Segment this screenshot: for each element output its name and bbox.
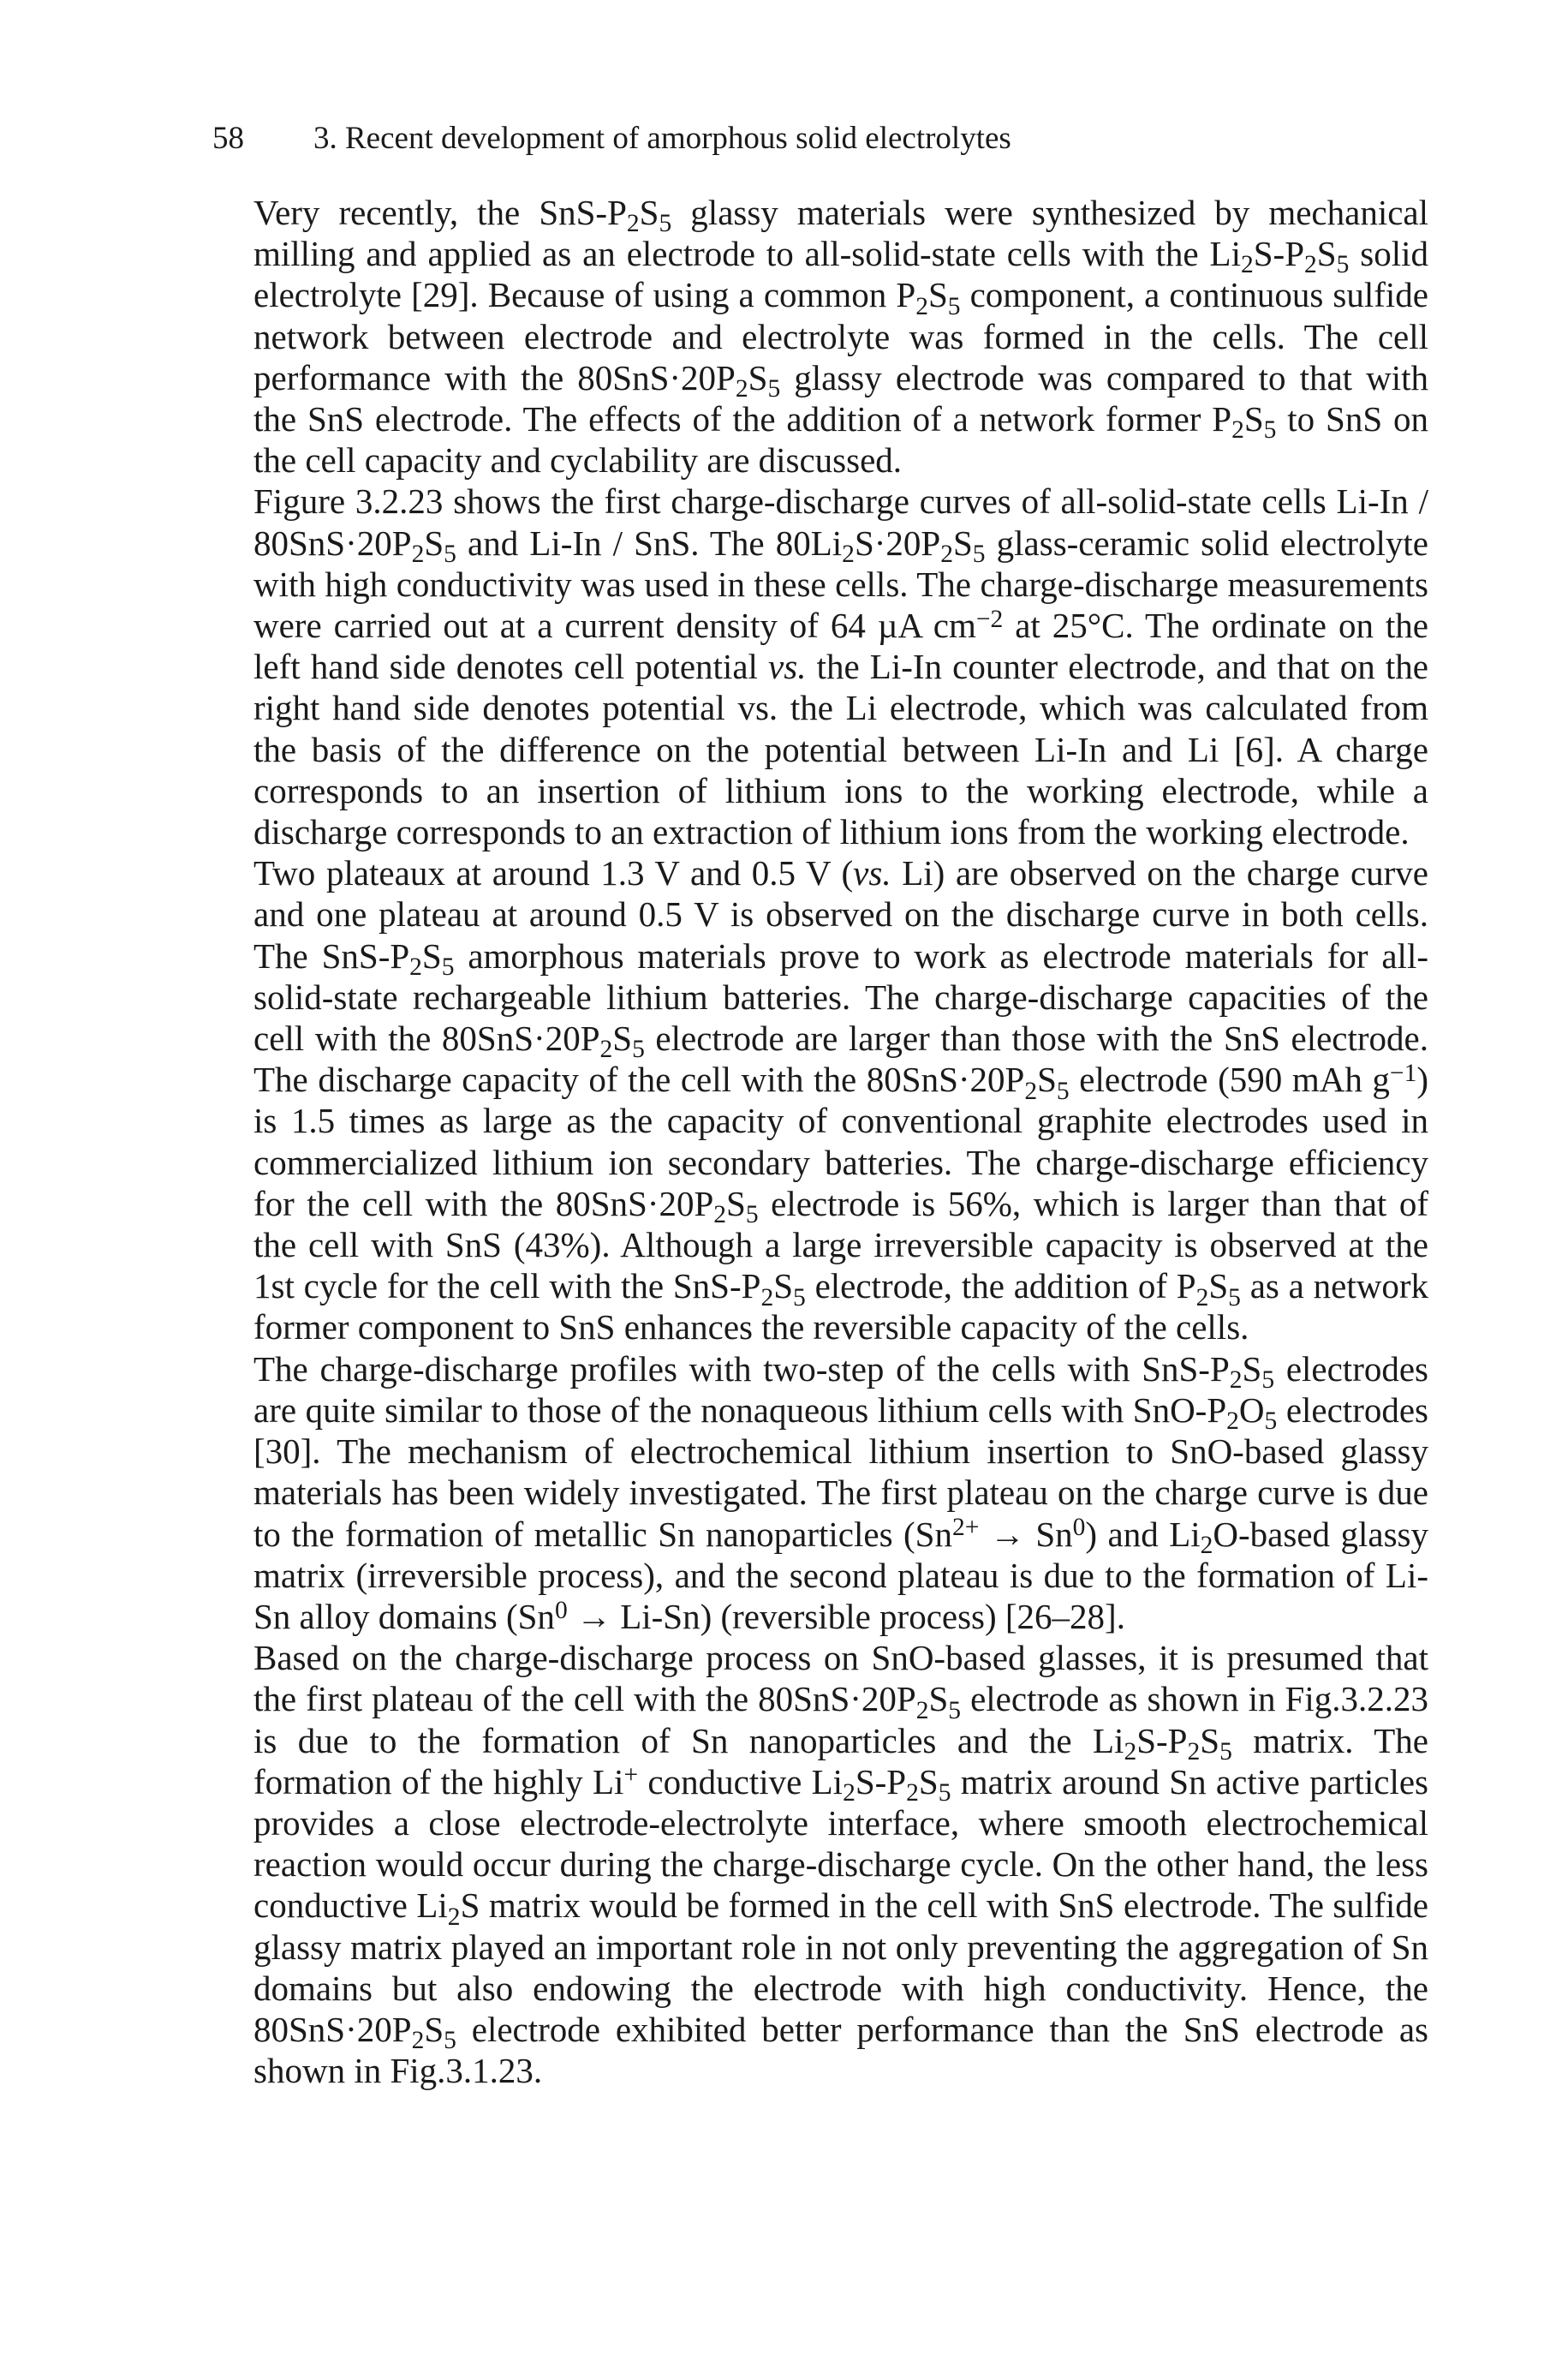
subscript: 5 [793,1283,806,1311]
text-run: glassy materials were synthesized by mechanical milling and applied as an electrode to all-solid-state cells with the Li [253,193,1429,274]
subscript: 5 [1263,416,1277,445]
text-run: Li) are observed on the charge curve and one plateau at around 0.5 V is observed on the discharge curve in both cells. The SnS-P [253,853,1428,976]
subscript: 5 [1228,1283,1241,1311]
text-run: amorphous materials prove to work as electrode materials for all-solid-state rechargeable lithium batteries. The charge-discharge capacities of the cell with the 80SnS·20P [253,935,1428,1059]
text-run: S [612,1019,633,1059]
text-run: ) is 1.5 times as large as the capacity of conventional graphite electrodes used in commercialized lithium ion secondary batteries. The charge-discharge efficiency for the cell with the 80SnS·20P [253,1060,1428,1223]
subscript: 2 [713,1201,727,1229]
superscript: 0 [554,1596,568,1624]
paragraph [253,481,1428,852]
subscript: 2 [1187,1737,1201,1766]
paragraph [253,1348,1428,1637]
text-run: solid electrolyte [29]. Because of using a common P [253,234,1428,315]
text-run: electrode are larger than those with the SnS electrode. The discharge capacity of the cell with the 80SnS·20P [253,1019,1428,1100]
text-run: matrix. The formation of the highly Li [253,1720,1429,1801]
subscript: 2 [940,540,953,568]
paragraph [253,1637,1428,2091]
text-run: S-P [855,1761,907,1801]
subscript: 5 [767,375,781,403]
subscript: 2 [1240,251,1254,279]
text-run: matrix around Sn active particles provides a close electrode-electrolyte interface, where smooth electrochemical reaction would occur during the charge-discharge cycle. On the other hand, the less conductive Li [253,1761,1429,1926]
subscript: 2 [411,540,425,568]
text-run: electrodes [30]. The mechanism of electrochemical lithium insertion to SnO-based glassy materials has been widely investigated. The first plateau on the charge curve is due to the formation of metallic Sn nanoparticles (Sn [253,1389,1428,1554]
subscript: 2 [915,1696,929,1724]
subscript: 2 [1304,251,1317,279]
subscript: 2 [906,1778,919,1807]
subscript: 5 [444,2027,456,2055]
text-run: electrode as shown in Fig.3.2.23 is due to the formation of Sn nanoparticles and the Li [253,1679,1428,1760]
subscript: 2 [915,292,928,320]
subscript: 5 [1336,251,1350,279]
subscript: 2 [1195,1283,1209,1311]
subscript: 5 [441,953,455,981]
text-run: to SnS on the cell capacity and cyclability are discussed. [253,399,1428,481]
subscript: 2 [447,1903,461,1931]
subscript: 5 [745,1201,759,1229]
text-run: The charge-discharge profiles with two-step of the cells with SnS-P [253,1348,1230,1389]
text-run: Very recently, the SnS-P [253,193,627,232]
text-run: conductive Li [638,1761,844,1801]
text-run: glassy electrode was compared to that with the SnS electrode. The effects of the addition of a network former P [253,357,1428,439]
text-run: S [773,1266,794,1306]
text-run: as a network former component to SnS enhances the reversible capacity of the cells. [253,1266,1428,1347]
text-run: S [927,275,948,315]
text-run: O-based glassy matrix (irreversible process), and the second plateau is due to the formation of Li-Sn alloy domains (Sn [253,1514,1428,1636]
subscript: 5 [938,1778,951,1807]
subscript: 5 [1264,1407,1278,1436]
text-run: S·20P [854,523,941,563]
italic-text: vs. [768,647,807,687]
text-run: Based on the charge-discharge process on SnO-based glasses, it is presumed that the first plateau of the cell with the 80SnS·20P [253,1638,1428,1719]
subscript: 5 [444,540,456,568]
text-run: S [1037,1060,1057,1100]
subscript: 2 [599,1036,613,1064]
text-run: electrode is 56%, which is larger than that of the cell with SnS (43%). Although a large irreversible capacity is observed at the 1st cycle for the cell with the SnS-P [253,1183,1428,1306]
subscript: 2 [735,375,748,403]
text-run: and Li-In / SnS. The 80Li [456,523,843,563]
subscript: 5 [947,292,961,320]
superscript: + [623,1761,639,1789]
text-run: electrode (590 mAh g [1069,1060,1390,1100]
text-run: electrode, the addition of P [805,1266,1196,1306]
text-run: S [952,523,973,563]
subscript: 2 [843,1778,856,1807]
subscript: 2 [1231,416,1244,445]
subscript: 2 [626,210,640,238]
superscript: 0 [1072,1514,1086,1542]
text-run: S [1242,1348,1262,1389]
text-run: Figure 3.2.23 shows the first charge-discharge curves of all-solid-state cells Li-In / 80SnS·20P [253,481,1428,563]
text-run: S [918,1761,939,1801]
text-run: S [928,1679,949,1719]
superscript: 2+ [951,1514,980,1542]
text-run: S [421,935,442,976]
subscript: 5 [659,210,672,238]
text-run: S [424,2009,444,2049]
chapter-title: 3. Recent development of amorphous solid electrolytes [313,121,1011,156]
text-run: S [639,193,659,232]
subscript: 5 [1056,1077,1070,1105]
text-run: Two plateaux at around 1.3 V and 0.5 V ( [253,853,854,893]
text-run: → Li-Sn) (reversible process) [26–28]. [567,1596,1125,1636]
italic-text: vs. [853,853,891,893]
text-run: S [726,1183,746,1223]
text-run: at 25°C. The ordinate on the left hand side denotes cell potential [253,606,1428,687]
text-run: electrodes are quite similar to those of the nonaqueous lithium cells with SnO-P [253,1348,1428,1430]
text-run: O [1238,1389,1265,1430]
text-run: S [1200,1720,1220,1760]
subscript: 2 [842,540,855,568]
page-number: 58 [212,121,244,156]
subscript: 5 [972,540,986,568]
subscript: 2 [409,953,422,981]
subscript: 5 [1219,1737,1232,1766]
text-run: S [1243,399,1264,439]
text-run: the Li-In counter electrode, and that on the right hand side denotes potential vs. the Li electrode, which was calculated from the basis of the difference on the potential between Li-In and Li [6]. A charge corresponds to an insertion of lithium ions to the working electrode, while a discharge corresponds to an extraction of lithium ions from the working electrode. [253,647,1429,852]
text-run: S [1208,1266,1229,1306]
running-head [212,120,1428,158]
text-run: → Sn [979,1514,1073,1554]
text-run: S matrix would be formed in the cell with SnS electrode. The sulfide glassy matrix played an important role in not only preventing the aggregation of Sn domains but also endowing the electrode with high conductivity. Hence, the 80SnS·20P [253,1885,1429,2049]
subscript: 2 [1200,1531,1213,1559]
text-run: electrode exhibited better performance than the SnS electrode as shown in Fig.3.1.23. [253,2009,1428,2091]
body-text [253,192,1428,2091]
text-run: S [748,357,768,397]
superscript: −2 [975,605,1004,633]
text-run: S-P [1253,234,1304,274]
text-run: ) and Li [1085,1514,1201,1554]
text-run: S-P [1136,1720,1188,1760]
subscript: 2 [1226,1407,1239,1436]
subscript: 2 [1024,1077,1038,1105]
subscript: 2 [760,1283,774,1311]
text-run: glass-ceramic solid electrolyte with high conductivity was used in these cells. The charge-discharge measurements were carried out at a current density of 64 µA cm [253,523,1428,646]
text-run: S [424,523,444,563]
subscript: 2 [1229,1365,1243,1394]
subscript: 5 [948,1696,962,1724]
paragraph [253,852,1428,1347]
superscript: −1 [1389,1059,1417,1087]
text-run: component, a continuous sulfide network between electrode and electrolyte was formed in the cells. The cell performance with the 80SnS·20P [253,275,1428,397]
subscript: 2 [1124,1737,1137,1766]
subscript: 5 [1261,1365,1275,1394]
text-run: S [1316,234,1337,274]
subscript: 2 [411,2027,425,2055]
subscript: 5 [632,1036,645,1064]
paragraph [253,192,1428,481]
